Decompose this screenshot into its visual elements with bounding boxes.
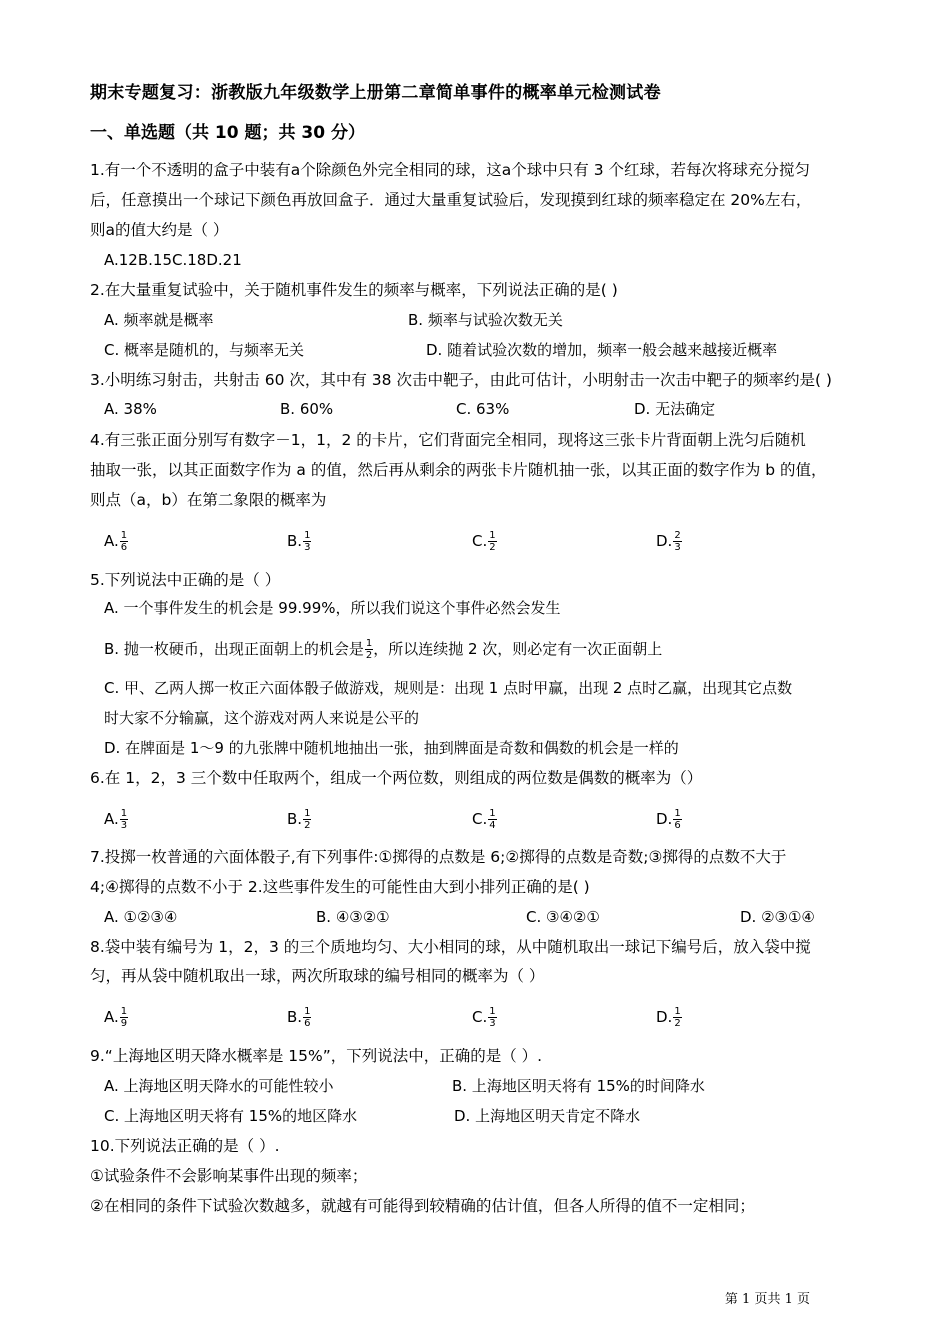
q2-option-d: D. 随着试验次数的增加，频率一般会越来越接近概率 xyxy=(426,341,778,359)
q7-option-b: B. ④③②① xyxy=(316,908,390,926)
fraction: $\frac{1}{3}$ xyxy=(120,808,128,831)
fraction: $\frac{1}{6}$ xyxy=(674,808,681,831)
q6-option-d: D. $\frac{1}{6}$ xyxy=(656,808,681,831)
page-footer: 第 1 页共 1 页 xyxy=(724,1292,810,1307)
q4-option-c: C. $\frac{1}{2}$ xyxy=(472,530,496,553)
fraction: $\frac{1}{2}$ xyxy=(365,638,373,661)
q3-option-d: D. 无法确定 xyxy=(634,400,716,418)
q8-option-a: A. $\frac{1}{9}$ xyxy=(104,1006,128,1029)
q4-line-1: 4.有三张正面分别写有数字－1，1，2 的卡片，它们背面完全相同，现将这三张卡片背面朝上洗匀后随机 xyxy=(90,431,806,449)
q5-stem: 5.下列说法中正确的是（ ） xyxy=(90,571,281,589)
q9-stem: 9.“上海地区明天降水概率是 15%”，下列说法中，正确的是（ ）. xyxy=(90,1047,543,1065)
q6-option-c: C. $\frac{1}{4}$ xyxy=(472,808,496,831)
fraction: $\frac{1}{4}$ xyxy=(489,808,496,831)
fraction: $\frac{1}{2}$ xyxy=(674,1006,681,1029)
q2-option-b: B. 频率与试验次数无关 xyxy=(408,311,563,329)
fraction: $\frac{1}{2}$ xyxy=(304,808,311,831)
q7-option-c: C. ③④②① xyxy=(526,908,600,926)
q2-stem: 2.在大量重复试验中，关于随机事件发生的频率与概率，下列说法正确的是( ) xyxy=(90,281,618,299)
fraction: $\frac{1}{6}$ xyxy=(304,1006,311,1029)
q3-option-b: B. 60% xyxy=(280,400,334,418)
q9-option-a: A. 上海地区明天降水的可能性较小 xyxy=(104,1077,334,1095)
fraction: $\frac{1}{3}$ xyxy=(489,1006,496,1029)
q3-stem: 3.小明练习射击，共射击 60 次，其中有 38 次击中靶子，由此可估计，小明射击一次击中靶子的频率约是( ) xyxy=(90,371,832,389)
q7-line-2: 4;④掷得的点数不小于 2.这些事件发生的可能性由大到小排列正确的是( ) xyxy=(90,878,590,896)
q5-option-a: A. 一个事件发生的机会是 99.99%，所以我们说这个事件必然会发生 xyxy=(104,599,561,617)
q4-line-3: 则点（a，b）在第二象限的概率为 xyxy=(90,491,327,509)
q8-option-c: C. $\frac{1}{3}$ xyxy=(472,1006,496,1029)
document-title: 期末专题复习：浙教版九年级数学上册第二章简单事件的概率单元检测试卷 xyxy=(90,83,661,103)
q3-option-a: A. 38% xyxy=(104,400,157,418)
q7-option-d: D. ②③①④ xyxy=(740,908,815,926)
q9-option-b: B. 上海地区明天将有 15%的时间降水 xyxy=(452,1077,705,1095)
fraction: $\frac{1}{2}$ xyxy=(489,530,496,553)
q8-line-2: 匀，再从袋中随机取出一球，两次所取球的编号相同的概率为（ ） xyxy=(90,967,545,985)
q6-stem: 6.在 1，2，3 三个数中任取两个，组成一个两位数，则组成的两位数是偶数的概率为（） xyxy=(90,769,703,787)
q6-option-b: B. $\frac{1}{2}$ xyxy=(287,808,311,831)
q2-option-c: C. 概率是随机的，与频率无关 xyxy=(104,341,305,359)
q10-statement-1: ①试验条件不会影响某事件出现的频率； xyxy=(90,1167,368,1185)
q5-option-c-line-1: C. 甲、乙两人掷一枚正六面体骰子做游戏，规则是：出现 1 点时甲赢，出现 2 点时乙赢，出现其它点数 xyxy=(104,679,793,697)
q8-line-1: 8.袋中装有编号为 1，2，3 的三个质地均匀、大小相同的球，从中随机取出一球记下编号后，放入袋中搅 xyxy=(90,938,811,956)
q1-line-2: 后，任意摸出一个球记下颜色再放回盒子．通过大量重复试验后，发现摸到红球的频率稳定在 20%左右， xyxy=(90,191,812,209)
fraction: $\frac{1}{3}$ xyxy=(304,530,311,553)
section-heading: 一、单选题（共 10 题；共 30 分） xyxy=(90,123,365,143)
q4-line-2: 抽取一张，以其正面数字作为 a 的值，然后再从剩余的两张卡片随机抽一张，以其正面的数字作为 b 的值， xyxy=(90,461,827,479)
fraction: $\frac{1}{6}$ xyxy=(120,530,128,553)
q8-option-b: B. $\frac{1}{6}$ xyxy=(287,1006,311,1029)
q5-option-d: D. 在牌面是 1～9 的九张牌中随机地抽出一张，抽到牌面是奇数和偶数的机会是一样的 xyxy=(104,739,679,757)
fraction: $\frac{2}{3}$ xyxy=(674,530,681,553)
q5-option-b: B. 抛一枚硬币，出现正面朝上的机会是 $\frac{1}{2}$ ，所以连续抛 2 次，则必定有一次正面朝上 xyxy=(104,638,663,661)
q1-line-1: 1.有一个不透明的盒子中装有a个除颜色外完全相同的球，这a个球中只有 3 个红球，若每次将球充分搅匀 xyxy=(90,161,811,179)
q6-option-a: A. $\frac{1}{3}$ xyxy=(104,808,128,831)
q2-option-a: A. 频率就是概率 xyxy=(104,311,214,329)
q1-line-3: 则a的值大约是（ ） xyxy=(90,221,229,239)
q4-option-a: A. $\frac{1}{6}$ xyxy=(104,530,128,553)
q9-option-c: C. 上海地区明天将有 15%的地区降水 xyxy=(104,1107,358,1125)
q5-option-c-line-2: 时大家不分输赢，这个游戏对两人来说是公平的 xyxy=(104,709,420,727)
q4-option-d: D. $\frac{2}{3}$ xyxy=(656,530,681,553)
q3-option-c: C. 63% xyxy=(456,400,510,418)
q4-option-b: B. $\frac{1}{3}$ xyxy=(287,530,311,553)
q10-statement-2: ②在相同的条件下试验次数越多，就越有可能得到较精确的估计值，但各人所得的值不一定相同； xyxy=(90,1197,755,1215)
q7-line-1: 7.投掷一枚普通的六面体骰子,有下列事件:①掷得的点数是 6;②掷得的点数是奇数;③掷得的点数不大于 xyxy=(90,848,787,866)
q9-option-d: D. 上海地区明天肯定不降水 xyxy=(454,1107,641,1125)
fraction: $\frac{1}{9}$ xyxy=(120,1006,128,1029)
q7-option-a: A. ①②③④ xyxy=(104,908,178,926)
q1-options: A.12B.15C.18D.21 xyxy=(104,251,242,269)
q10-stem: 10.下列说法正确的是（ ）. xyxy=(90,1137,280,1155)
q8-option-d: D. $\frac{1}{2}$ xyxy=(656,1006,681,1029)
